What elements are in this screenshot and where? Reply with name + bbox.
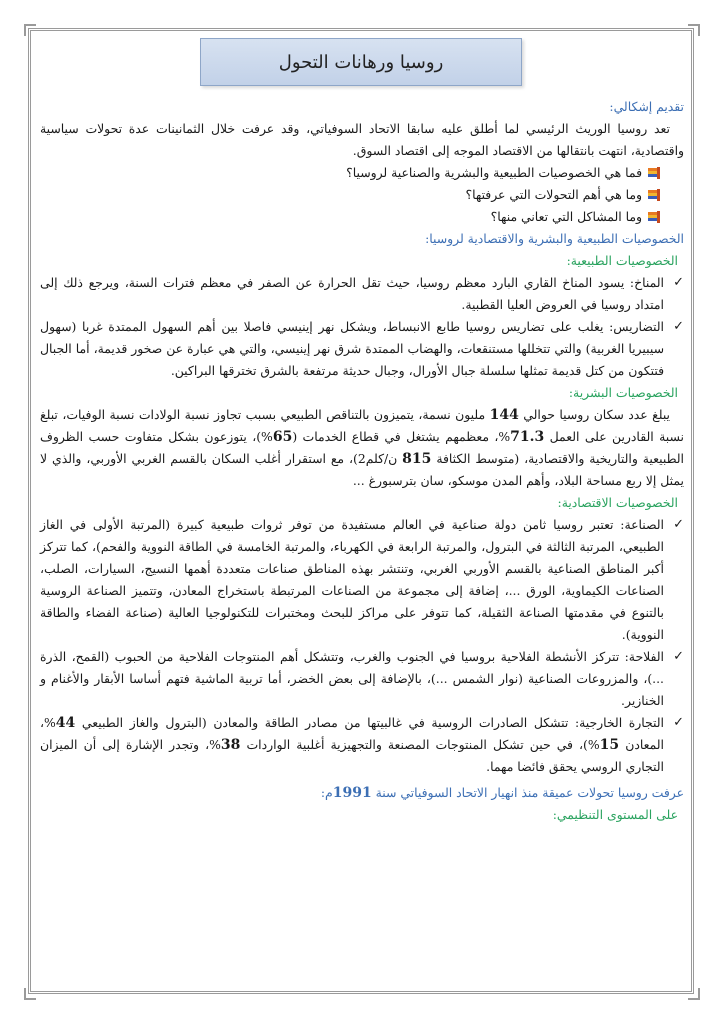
checkmark-icon: ✓ (673, 715, 684, 730)
checkmark-icon: ✓ (673, 275, 684, 290)
flag-bullet-icon (648, 167, 662, 179)
number-highlight: 71.3 (510, 429, 545, 445)
economic-item-text: الصناعة: تعتبر روسيا ثامن دولة صناعية في العالم مستفيدة من توفر ثروات طبيعية كبيرة (المرتبة الأولى في الغاز الطبيعي، المرتبة الثالثة في البترول، والمرتبة الرابعة في الكهرباء، والمرتبة الخامسة في الطاقة النووية والفحم)، كما تتركز أكبر المناطق الصناعية بالقسم الأوربي الغربي، وتنتشر بهذه المناطق صناعات متعددة أهمها النسيج، السيارات، الصلب، الصناعات الكيماوية، الورق ...، إضافة إلى مجموعة من الصناعات المرتبطة باستخراج المعادن، وتتميز الصناعة الروسية بالتنوع في مقدمتها الصناعة الثقيلة، كما تتوفر على مراكز للبحث ومختبرات للتكنولوجيا العالية (صناعة الفضاء والطاقة النووية). (40, 517, 664, 642)
border-corner (688, 24, 700, 36)
text-run: مليون نسمة، يتميزون بالتناقص الطبيعي بسبب تجاوز نسبة الولادات نسبة الوفيات، تبلغ نسبة القادرين على العمل (40, 407, 684, 444)
natural-item (40, 316, 684, 382)
question-text: فما هي الخصوصيات الطبيعية والبشرية والصناعية لروسيا؟ (346, 165, 642, 180)
text-run: %، معظمهم يشتغل في قطاع الخدمات ( (292, 429, 511, 444)
text-run: يبلغ عدد سكان روسيا حوالي (518, 407, 671, 422)
natural-heading: الخصوصيات الطبيعية: (566, 253, 678, 268)
question-text: وما هي أهم التحولات التي عرفتها؟ (465, 187, 642, 202)
text-run: %)، يتوزعون بشكل متفاوت حسب الظروف الطبيعية والتاريخية والاقتصادية، (متوسط الكثافة (40, 429, 684, 466)
number-highlight: 144 (489, 407, 519, 423)
human-heading: الخصوصيات البشرية: (568, 385, 678, 400)
number-highlight: 65 (272, 429, 293, 445)
number-highlight: 38 (220, 737, 241, 753)
question-item (40, 184, 662, 206)
checkmark-icon: ✓ (673, 649, 684, 664)
intro-paragraph: تعد روسيا الوريث الرئيسي لما أطلق عليه سابقا الاتحاد السوفياتي، وقد عرفت خلال الثمانينات عدة تحولات سياسية واقتصادية، انتهت بانتقالها من الاقتصاد الموجه إلى اقتصاد السوق. (40, 121, 684, 158)
page-title: روسيا ورهانات التحول (200, 38, 522, 86)
year-highlight: 1991 (332, 785, 372, 801)
intro-heading: تقديم إشكالي: (609, 99, 684, 114)
text-run: عرفت روسيا تحولات عميقة منذ انهيار الاتحاد السوفياتي سنة (371, 785, 684, 800)
number-highlight: 815 (402, 451, 432, 467)
number-highlight: 44 (55, 715, 76, 731)
question-item (40, 206, 662, 228)
question-item (40, 162, 662, 184)
human-paragraph (40, 404, 684, 492)
text-run: %)، في حين تشكل المنتوجات المصنعة والتجهيزية أغلبية الواردات (240, 737, 600, 752)
org-heading: على المستوى التنظيمي: (552, 807, 678, 822)
economic-item (40, 646, 684, 712)
checkmark-icon: ✓ (673, 517, 684, 532)
economic-item (40, 514, 684, 646)
economic-item (40, 712, 684, 778)
economic-heading: الخصوصيات الاقتصادية: (557, 495, 678, 510)
border-corner (688, 988, 700, 1000)
question-text: وما المشاكل التي تعاني منها؟ (490, 209, 642, 224)
trade-item-text (40, 712, 664, 778)
natural-item (40, 272, 684, 316)
flag-bullet-icon (648, 211, 662, 223)
section2-heading (40, 782, 684, 804)
text-run: التجارة الخارجية: تتشكل الصادرات الروسية في غالبيتها من مصادر الطاقة والمعادن (البترول والغاز الطبيعي (75, 715, 664, 730)
text-run: م: (320, 785, 333, 800)
natural-item-text: التضاريس: يغلب على تضاريس روسيا طابع الانبساط، ويشكل نهر إينيسي فاصلا بين أهم السهول الممتدة غربا (سهول سيبيريا الغربية) والتي تتخللها مستنقعات، والهضاب الممتدة شرق نهر إينيسي، والتي هي عبارة عن صخور قديمة، أما الجبال فتتكون من كتل قديمة تمثلها سلسلة جبال الأورال، وجبال حديثة مرتفعة بالشرق تخترقها البراكين. (40, 319, 664, 378)
number-highlight: 15 (599, 737, 620, 753)
text-run: %، وتجدر الإشارة إلى أن الميزان التجاري الروسي يحقق فائضا مهما. (40, 737, 664, 774)
section1-heading: الخصوصيات الطبيعية والبشرية والاقتصادية لروسيا: (425, 231, 684, 246)
border-corner (24, 988, 36, 1000)
natural-item-text: المناخ: يسود المناخ القاري البارد معظم روسيا، حيث تقل الحرارة عن الصفر في معظم فترات السنة، ويرجع ذلك إلى امتداد روسيا في العروض العليا القطبية. (40, 275, 664, 312)
economic-item-text: الفلاحة: تتركز الأنشطة الفلاحية بروسيا في الجنوب والغرب، وتتشكل أهم المنتوجات الفلاحية من الحبوب (القمح، الذرة ...)، والمزروعات الصناعية (نوار الشمس ...)، بالإضافة إلى بعض الخضر، أما تربية الماشية فتهم أساسا الأبقار والأغنام و الخنازير. (40, 649, 664, 708)
text-run: ن/كلم2)، مع استقرار أغلب السكان بالقسم الغربي الأوربي، والذي لا يمثل إلا ربع مساحة البلاد، وأهم المدن موسكو، سان بترسبورغ ... (40, 451, 684, 488)
text-run: %، المعادن (40, 715, 664, 752)
flag-bullet-icon (648, 189, 662, 201)
checkmark-icon: ✓ (673, 319, 684, 334)
border-corner (24, 24, 36, 36)
document-body (40, 96, 684, 826)
